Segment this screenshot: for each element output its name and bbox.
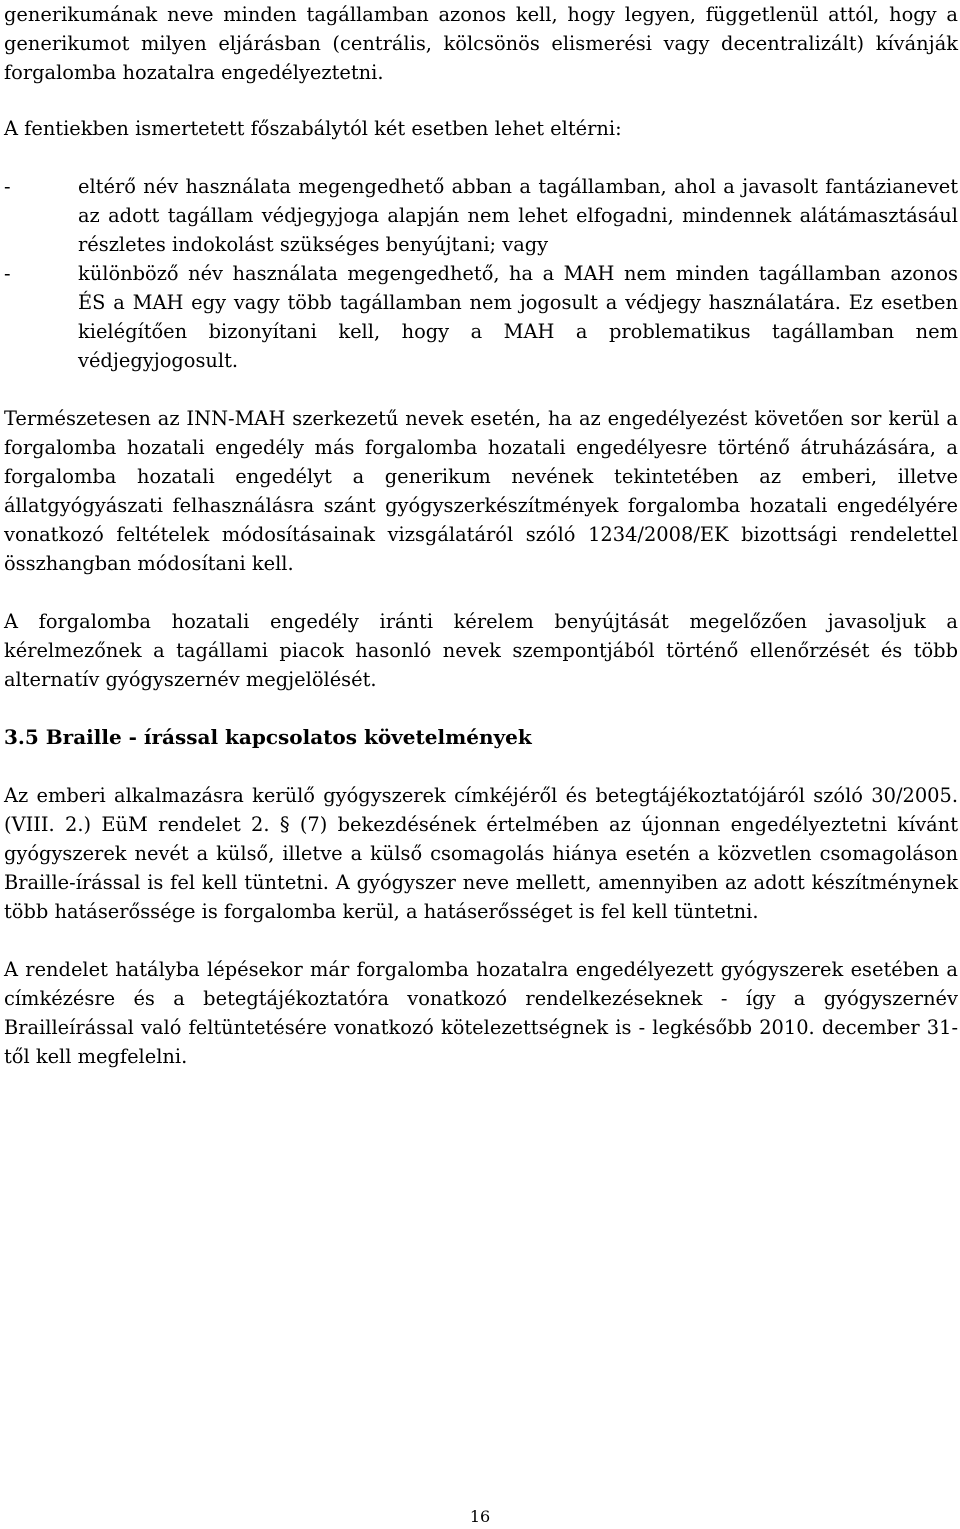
spacer xyxy=(4,375,958,404)
list-item xyxy=(4,259,958,375)
section-heading: 3.5 Braille - írással kapcsolatos követelmények xyxy=(4,725,532,749)
list-dash-marker: - xyxy=(4,262,11,285)
list-dash-marker: - xyxy=(4,175,11,198)
braille-paragraph-2: A rendelet hatályba lépésekor már forgalomba hozatalra engedélyezett gyógyszerek esetében a címkézésre és a betegtájékoztatóra vonatkozó rendelkezéseknek - így a gyógyszernév Brailleírással való feltüntetésére vonatkozó kötelezettségnek is - legkésőbb 2010. december 31-től kell megfelelni. xyxy=(4,958,958,1068)
page-number: 16 xyxy=(469,1507,491,1526)
spacer xyxy=(4,578,958,607)
spacer xyxy=(4,926,958,955)
braille-paragraph-1: Az emberi alkalmazásra kerülő gyógyszerek címkéjéről és betegtájékoztatójáról szóló 30/2005. (VIII. 2.) EüM rendelet 2. § (7) bekezdésének értelmében az újonnan engedélyeztetni kívánt gyógyszerek nevét a külső, illetve a külső csomagolás hiánya esetén a közvetlen csomagoláson Braille-írással is fel kell tüntetni. A gyógyszer neve mellett, amennyiben az adott készítménynek több hatáserőssége is forgalomba kerül, a hatáserősséget is fel kell tüntetni. xyxy=(4,784,958,923)
list-item xyxy=(4,172,958,259)
spacer xyxy=(4,87,958,114)
intro-continuation-paragraph: generikumának neve minden tagállamban azonos kell, hogy legyen, függetlenül attól, hogy a generikumot milyen eljárásban (centrális, kölcsönös elismerési vagy decentralizált) kívánják forgalomba hozatalra engedélyeztetni. xyxy=(4,3,958,84)
list-item-text: különböző név használata megengedhető, ha a MAH nem minden tagállamban azonos ÉS a MAH egy vagy több tagállamban nem jogosult a védjegy használatára. Ez esetben kielégítően bizonyítani kell, hogy a MAH a problematikus tagállamban nem védjegyjogosult. xyxy=(78,262,958,372)
spacer xyxy=(4,694,958,723)
spacer xyxy=(4,752,958,781)
exceptions-intro-text: A fentiekben ismertetett főszabálytól két esetben lehet eltérni: xyxy=(4,117,622,140)
inn-mah-paragraph: Természetesen az INN-MAH szerkezetű nevek esetén, ha az engedélyezést követően sor kerül a forgalomba hozatali engedély más forgalomba hozatali engedélyesre történő átruházására, a forgalomba hozatali engedélyt a generikum nevének tekintetében az emberi, illetve állatgyógyászati felhasználásra szánt gyógyszerkészítmények forgalomba hozatali engedélyére vonatkozó feltételek módosításainak vizsgálatáról szóló 1234/2008/EK bizottsági rendelettel összhangban módosítani kell. xyxy=(4,407,958,575)
spacer xyxy=(4,143,958,172)
list-item-text: eltérő név használata megengedhető abban a tagállamban, ahol a javasolt fantázianevet az adott tagállam védjegyjoga alapján nem lehet elfogadni, mindennek alátámasztásául részletes indokolást szükséges benyújtani; vagy xyxy=(78,175,958,256)
exceptions-list xyxy=(4,172,958,375)
recommendation-paragraph: A forgalomba hozatali engedély iránti kérelem benyújtását megelőzően javasoljuk a kérelmezőnek a tagállami piacok hasonló nevek szempontjából történő ellenőrzését és több alternatív gyógyszernév megjelölését. xyxy=(4,610,958,691)
